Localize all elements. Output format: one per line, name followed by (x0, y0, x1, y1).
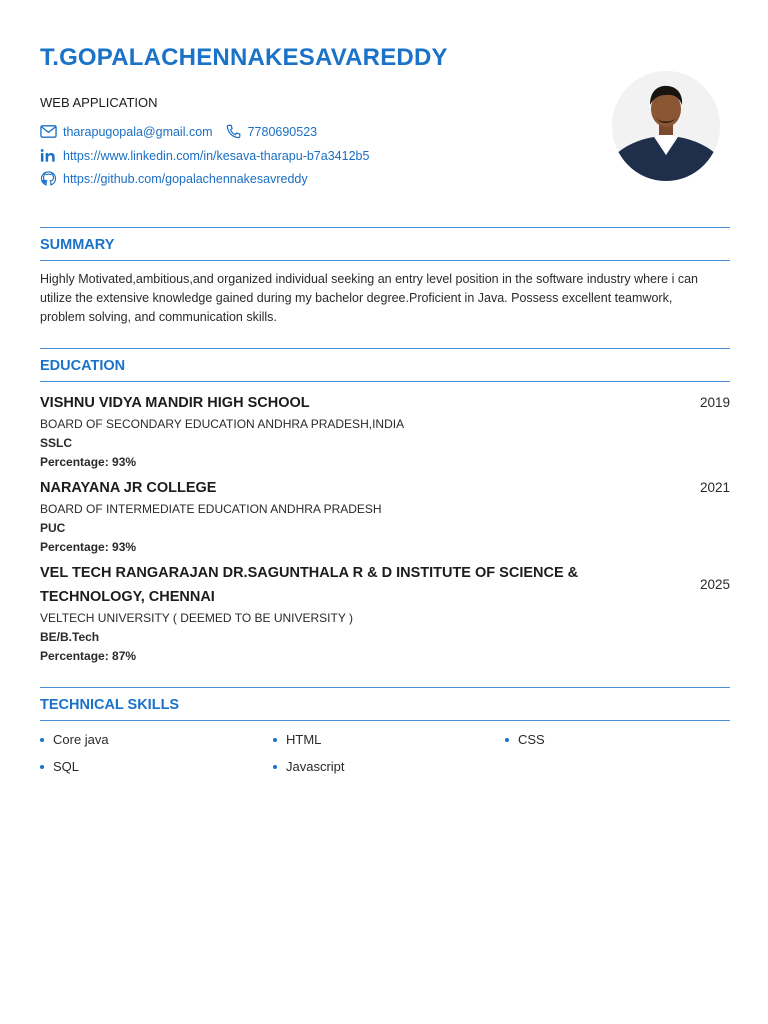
skill-item (273, 759, 345, 774)
summary-heading: SUMMARY (40, 237, 115, 253)
summary-text: Highly Motivated,ambitious,and organized individual seeking an entry level position in the software industry where i can utilize the extensive knowledge gained during my bachelor degree.Proficient in Java. Possess excellent teamwork, problem solving, and communication skills. (40, 272, 699, 324)
skill-label: Javascript (286, 759, 345, 774)
skill-item (40, 759, 79, 774)
contact-row-linkedin (40, 148, 369, 163)
linkedin-icon (40, 148, 57, 163)
education-degree: SSLC (40, 436, 73, 450)
skill-label: HTML (286, 732, 322, 747)
bullet-icon (40, 738, 44, 742)
education-year: 2019 (699, 395, 730, 410)
github-link[interactable]: https://github.com/gopalachennakesavreddy (63, 171, 308, 186)
education-entry (40, 391, 730, 472)
education-degree: BE/B.Tech (40, 630, 100, 644)
summary-section-header (40, 227, 730, 261)
education-institution: VEL TECH RANGARAJAN DR.SAGUNTHALA R & D INSTITUTE OF SCIENCE & TECHNOLOGY, CHENNAI (40, 565, 579, 605)
skills-section-header (40, 687, 730, 721)
email-link[interactable]: tharapugopala@gmail.com (63, 124, 213, 139)
phone-link[interactable]: 7780690523 (247, 124, 318, 139)
skill-item (273, 732, 321, 747)
skills-heading: TECHNICAL SKILLS (40, 697, 180, 713)
education-institution: NARAYANA JR COLLEGE (40, 480, 217, 496)
bullet-icon (273, 738, 277, 742)
education-entry (40, 476, 730, 557)
education-percentage: Percentage: 93% (40, 540, 137, 554)
education-year: 2021 (699, 480, 730, 495)
education-percentage: Percentage: 93% (40, 455, 137, 469)
skill-label: SQL (53, 759, 80, 774)
skill-label: Core java (53, 732, 109, 747)
person-photo-icon (612, 71, 720, 181)
contact-row-github (40, 171, 308, 186)
bullet-icon (40, 765, 44, 769)
bullet-icon (505, 738, 509, 742)
education-year: 2025 (699, 577, 730, 592)
education-heading: EDUCATION (40, 358, 126, 374)
contact-row-primary (40, 124, 317, 139)
education-board: VELTECH UNIVERSITY ( DEEMED TO BE UNIVERSITY ) (40, 611, 353, 625)
education-percentage: Percentage: 87% (40, 649, 137, 663)
skill-item (505, 732, 545, 747)
education-board: BOARD OF SECONDARY EDUCATION ANDHRA PRADESH,INDIA (40, 417, 405, 431)
phone-group (225, 124, 318, 139)
education-institution: VISHNU VIDYA MANDIR HIGH SCHOOL (40, 395, 310, 411)
education-board: BOARD OF INTERMEDIATE EDUCATION ANDHRA PRADESH (40, 502, 382, 516)
phone-icon (225, 124, 242, 139)
skill-item (40, 732, 109, 747)
candidate-subtitle: WEB APPLICATION (40, 95, 158, 110)
education-section-header (40, 348, 730, 382)
profile-photo (612, 71, 720, 181)
github-icon (40, 171, 57, 186)
skill-label: CSS (518, 732, 545, 747)
education-degree: PUC (40, 521, 66, 535)
linkedin-link[interactable]: https://www.linkedin.com/in/kesava-tharapu-b7a3412b5 (63, 148, 370, 163)
education-entry (40, 561, 730, 666)
bullet-icon (273, 765, 277, 769)
mail-icon (40, 124, 57, 139)
candidate-name: T.GOPALACHENNAKESAVAREDDY (40, 44, 448, 71)
